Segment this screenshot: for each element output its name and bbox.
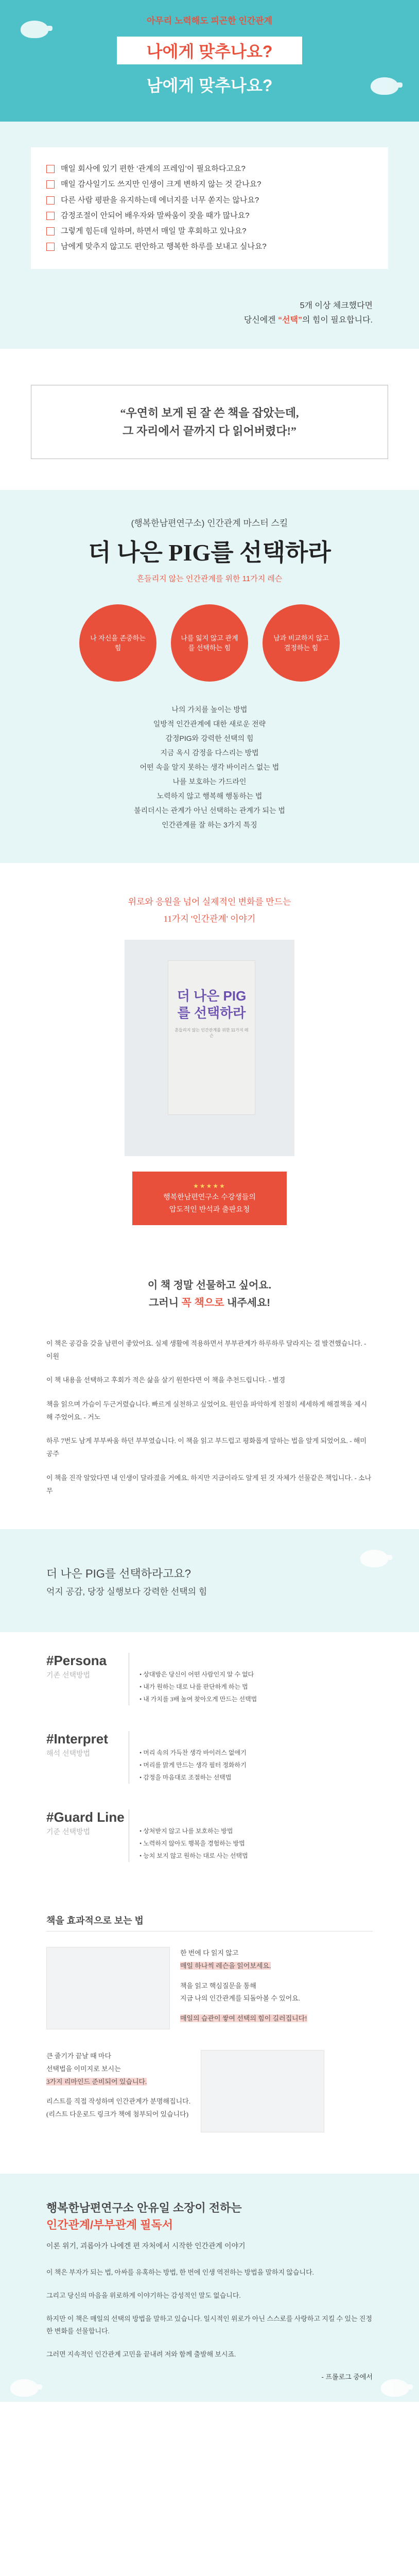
feature-item: • 머리를 맑게 만드는 생각 필터 정화하기 xyxy=(139,1759,373,1771)
feature-circle: 나를 잃지 않고 관계를 선택하는 힘 xyxy=(171,604,248,682)
features-section xyxy=(0,1632,419,1893)
closing-paragraph: 그러면 지속적인 인간관계 고민을 끝내려 저와 함께 출발해 보시죠. xyxy=(46,2350,236,2358)
check-item[interactable]: 그렇게 힘든데 일하며, 하면서 매일 말 후회하고 있나요? xyxy=(46,226,373,236)
feature-item: • 내가 원하는 대로 나를 판단하게 하는 법 xyxy=(139,1681,373,1693)
toc-item: 불리더시는 관계가 아닌 선택하는 관계가 되는 법 xyxy=(134,806,285,815)
page-preview-image xyxy=(46,1947,170,2029)
how-to-read-section xyxy=(0,1893,419,2174)
review-text: 이 책은 공감을 갖을 남편이 좋았어요. 실제 생활에 적용하면서 부부관계가 하루하루 달라지는 걸 발견했습니다. - 이원 xyxy=(46,1340,366,1360)
feature-circle: 나 자신을 존중하는 힘 xyxy=(79,604,156,682)
closing-paragraph: 하지만 이 책은 매일의 선택의 방법을 말하고 있습니다. 일시적인 위로가 아닌 스스로를 사랑하고 지킬 수 있는 진정한 변화를 선물합니다. xyxy=(46,2314,372,2335)
pig-icon xyxy=(10,2379,38,2397)
feature-item: • 내 가치를 3배 높여 찾아오게 만드는 선택법 xyxy=(139,1693,373,1705)
feature-row xyxy=(46,1731,373,1784)
feature-item: • 노력하지 않아도 행복을 경험하는 방법 xyxy=(139,1837,373,1850)
feature-hashtag: #Persona xyxy=(46,1653,107,1669)
publisher-label: (행복한남편연구소) 인간관계 마스터 스킬 xyxy=(131,518,288,529)
showcase-heading: 위로와 응원을 넘어 실제적인 변화를 만드는 11가지 '인간관계' 이야기 xyxy=(128,897,291,924)
toc-item: 나의 가치를 높이는 방법 xyxy=(171,705,248,714)
checklist-section xyxy=(0,122,419,349)
toc-item: 나를 보호하는 가드라인 xyxy=(172,777,247,786)
feature-subtitle: 해석 선택방법 xyxy=(46,1749,91,1758)
feature-hashtag: #Guard Line xyxy=(46,1809,125,1825)
check-item[interactable]: 감정조절이 안되어 배우자와 말싸움이 잦을 때가 많나요? xyxy=(46,211,373,221)
book-cover-title: 더 나은 PIG를 선택하라 xyxy=(177,988,247,1021)
quote-section xyxy=(0,349,419,490)
quote-box: “우연히 보게 된 잘 쓴 책을 잡았는데, 그 자리에서 끝까지 다 읽어버렸다!” xyxy=(31,385,388,459)
pick-section: 이 책 정말 선물하고 싶어요. 그러니 꼭 책으로 내주세요! xyxy=(147,1280,272,1309)
pig-icon xyxy=(21,21,48,38)
checklist-note: 5개 이상 체크했다면 당신에겐 “선택”의 힘이 필요합니다. xyxy=(243,301,373,325)
checklist-box xyxy=(31,147,388,269)
hero-subtitle: 아무리 노력해도 피곤한 인간관계 xyxy=(146,16,273,26)
toc-item: 노력하지 않고 행복해 행동하는 법 xyxy=(156,792,263,801)
check-item[interactable]: 남에게 맞추지 않고도 편안하고 행복한 하루를 보내고 싶나요? xyxy=(46,242,373,252)
closing-paragraph: 그리고 당신의 마음을 위로하게 이야기하는 감성적인 말도 없습니다. xyxy=(46,2291,241,2299)
book-intro-section xyxy=(0,490,419,863)
feature-item: • 머리 속의 가득찬 생각 바이러스 없애기 xyxy=(139,1747,373,1759)
toc-item: 어떤 속을 알지 못하는 생각 바이러스 없는 법 xyxy=(139,763,280,772)
toc-item: 감정PIG와 강력한 선택의 힘 xyxy=(165,734,254,743)
star-rating-icon: ★★★★★ xyxy=(193,1182,226,1190)
book-title: 더 나은 PIG를 선택하라 xyxy=(88,539,331,566)
book-image xyxy=(125,940,294,1156)
book-cover-subtitle: 흔들리지 않는 인간관계를 위한 11가지 레슨 xyxy=(174,1028,249,1039)
checkbox-icon[interactable] xyxy=(46,243,55,251)
closing-heading: 행복한남편연구소 안유일 소장이 전하는 인간관계/부부관계 필독서 xyxy=(46,2201,242,2232)
closing-paragraph: 이 책은 부자가 되는 법, 아싸를 유혹하는 방법, 한 번에 인생 역전하는 방법을 말하지 않습니다. xyxy=(46,2268,314,2277)
toc-item: 지금 옥시 감정을 다스리는 방법 xyxy=(160,749,259,757)
how-to-read-title: 책을 효과적으로 보는 법 xyxy=(46,1913,373,1931)
checkbox-icon[interactable] xyxy=(46,165,55,173)
feature-item: • 능치 보지 않고 원하는 대로 사는 선택법 xyxy=(139,1850,373,1862)
why-subheading: 억지 공감, 당장 실행보다 강력한 선택의 힘 xyxy=(46,1587,207,1597)
feature-circles xyxy=(26,604,393,682)
how-to-row: 큰 줄기가 끝날 때 마다 선택법을 이미지로 보시는 3가지 리마인드 준비되어 있습니다. 리스트를 직접 작성하며 인간관계가 분명해집니다. (리스트 다운로드 링크가 책에 첨부되어 있습니다) xyxy=(46,2050,373,2132)
checkbox-icon[interactable] xyxy=(46,227,55,235)
page-preview-image xyxy=(201,2050,324,2132)
checkbox-icon[interactable] xyxy=(46,180,55,189)
why-heading: 더 나은 PIG를 선택하라고요? xyxy=(46,1567,191,1581)
feature-row xyxy=(46,1653,373,1705)
pig-icon xyxy=(381,2379,409,2397)
review-text: 이 책 내용을 선택하고 후회가 적은 삶을 살기 원한다면 이 책을 추천드립니다. - 별경 xyxy=(46,1376,286,1384)
book-tagline: 흔들리지 않는 인간관계를 위한 11가지 레슨 xyxy=(136,574,283,584)
reviews-section xyxy=(0,1332,419,1529)
checkbox-icon[interactable] xyxy=(46,212,55,220)
toc-item: 일방적 인간관계에 대한 새로운 전략 xyxy=(153,720,266,728)
check-item[interactable]: 매일 감사일기도 쓰지만 인생이 크게 변하지 않는 것 같나요? xyxy=(46,179,373,190)
checkbox-icon[interactable] xyxy=(46,196,55,205)
hero-question-1: 나에게 맞추나요? xyxy=(117,37,302,64)
feature-item: • 상처받지 않고 나를 보호하는 방법 xyxy=(139,1825,373,1837)
closing-subheading: 이론 위기, 괴롭아가 나에겐 편 자처에서 시작한 인간관계 이야기 xyxy=(46,2242,246,2250)
check-item[interactable]: 다른 사람 평판을 유지하는데 에너지를 너무 쏟지는 않나요? xyxy=(46,195,373,206)
feature-circle: 남과 비교하지 않고 결정하는 힘 xyxy=(263,604,340,682)
feature-row xyxy=(46,1809,373,1862)
how-to-row: 한 번에 다 읽지 않고 매일 하나씩 레슨을 읽어보세요. 책을 읽고 핵심질문을 통해 지금 나의 인간관계를 되돌아볼 수 있어요. 매일의 습관이 쌓여 선택의 힘이 길러집니다! xyxy=(46,1947,373,2029)
check-item[interactable]: 매일 회사에 있기 편한 ‘관계의 프레임’이 필요하다고요? xyxy=(46,164,373,174)
feature-item: • 상대방은 당신이 어떤 사람인지 알 수 없다 xyxy=(139,1668,373,1681)
toc-list xyxy=(26,702,393,832)
feature-subtitle: 기준 선택방법 xyxy=(46,1827,91,1836)
hero-section xyxy=(0,0,419,122)
review-badge: ★★★★★ 행복한남편연구소 수강생들의 압도적인 반석과 출판요청 xyxy=(132,1172,287,1225)
pig-icon xyxy=(371,77,398,95)
closing-signature: - 프롤로그 중에서 xyxy=(321,2372,373,2381)
review-text: 하루 7번도 남게 부부싸움 하던 부부였습니다. 이 책을 읽고 부드럽고 평화롭게 말하는 법을 알게 되었어요. - 해미공주 xyxy=(46,1437,366,1458)
book-showcase-section xyxy=(0,863,419,1272)
hero-question-2: 남에게 맞추나요? xyxy=(146,76,273,95)
feature-subtitle: 기존 선택방법 xyxy=(46,1671,91,1680)
review-text: 이 책을 진작 알았다면 내 인생이 달라졌을 거예요. 하지만 지금이라도 알게 된 것 자체가 선물같은 책입니다. - 소나무 xyxy=(46,1473,372,1495)
book-cover xyxy=(168,960,255,1115)
why-section xyxy=(0,1529,419,1632)
feature-item: • 감정을 마음대로 조절하는 선택법 xyxy=(139,1771,373,1784)
closing-section xyxy=(0,2174,419,2401)
pig-icon xyxy=(360,1550,388,1567)
feature-hashtag: #Interpret xyxy=(46,1731,108,1747)
toc-item: 인간관계를 잘 하는 3가지 특징 xyxy=(162,821,257,829)
review-text: 책을 읽으며 가슴이 두근거렸습니다. 빠르게 실천하고 싶었어요. 원인을 파악하게 친절히 세세하게 해결책을 제시해 주었어요. - 거노 xyxy=(46,1400,368,1421)
